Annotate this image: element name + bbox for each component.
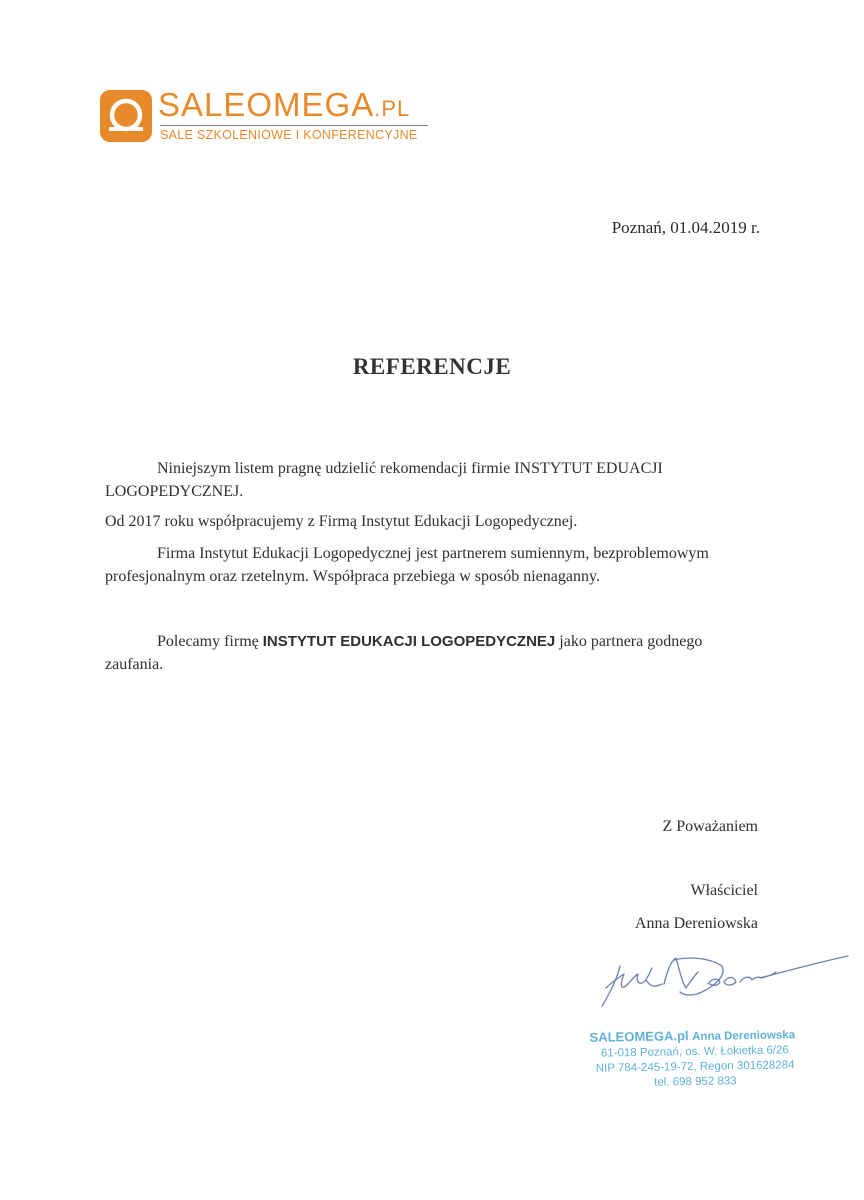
letter-title: REFERENCJE — [352, 354, 512, 379]
handwritten-signature — [590, 948, 850, 1018]
logo-icon — [100, 90, 152, 142]
company-name-bold: INSTYTUT EDUKACJI LOGOPEDYCZNEJ — [262, 633, 556, 650]
closing-regards: Z Poważaniem — [662, 818, 758, 835]
paragraph-cooperation-since: Od 2017 roku współpracujemy z Firmą Instytut Edukacji Logopedycznej. — [105, 513, 578, 530]
paragraph-partner-description: Firma Instytut Edukacji Logopedycznej jest partnerem sumiennym, bezproblemowym profesjonalnym oraz rzetelnym. Współpraca przebiega w sposób nienaganny. — [105, 545, 709, 585]
paragraph-recommendation: Niniejszym listem pragnę udzielić rekomendacji firmie INSTYTUT EDUACJI LOGOPEDYCZNEJ. — [105, 460, 663, 500]
letter-date: Poznań, 01.04.2019 r. — [611, 218, 760, 237]
logo-wordmark: SALEOMEGA.PL — [158, 86, 411, 123]
signer-name: Anna Dereniowska — [634, 915, 758, 932]
logo-divider — [160, 125, 428, 126]
signer-role: Właściciel — [690, 882, 758, 899]
logo-tagline: SALE SZKOLENIOWE I KONFERENCYJNE — [160, 128, 418, 142]
company-logo — [100, 88, 440, 144]
paragraph-recommendation-final: Polecamy firmę INSTYTUT EDUKACJI LOGOPEDYCZNEJ jako partnera godnego zaufania. — [105, 633, 703, 673]
company-stamp: SALEOMEGA.pl Anna Dereniowska 61-018 Poznań, os. W. Łokietka 6/26 NIP 784-245-19-72, Regon 301628284 tel. 698 952 833 — [589, 1028, 796, 1089]
